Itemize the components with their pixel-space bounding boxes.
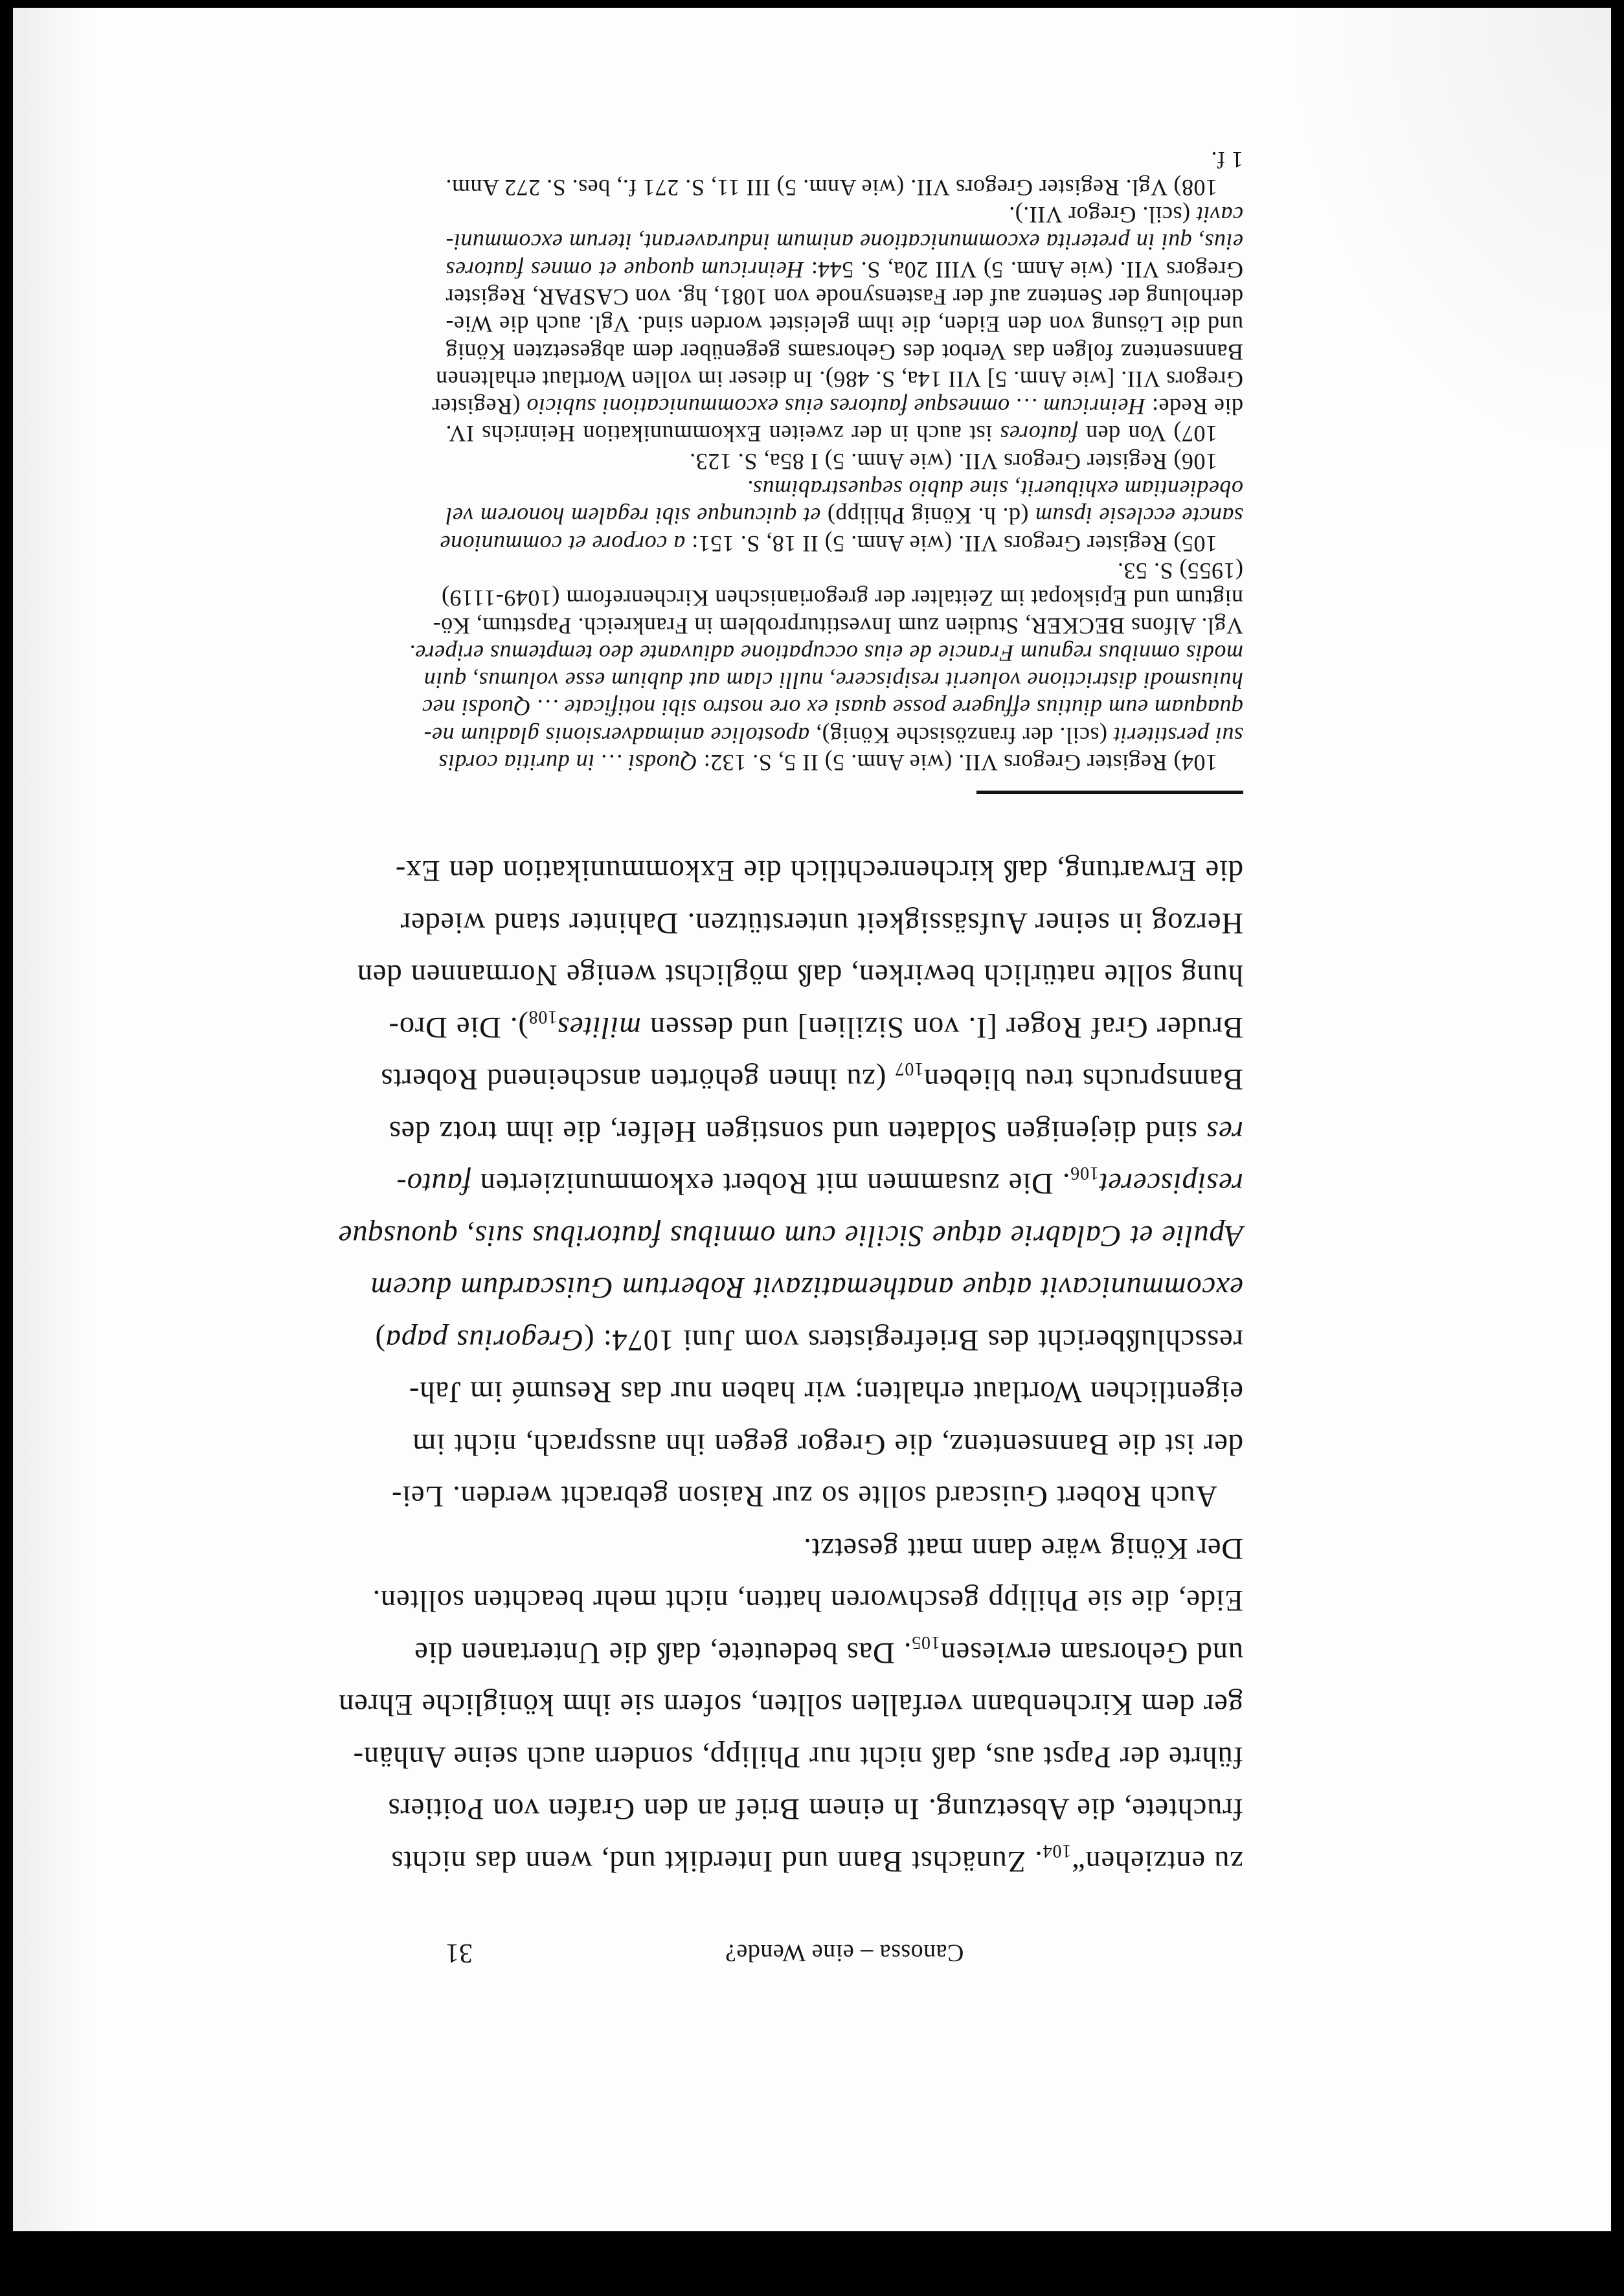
footnote-line bbox=[445, 338, 1243, 365]
latin-quotation: milites bbox=[557, 1011, 641, 1044]
text-run: 107) Von den bbox=[1077, 421, 1217, 447]
footnote-reference: 104 bbox=[1042, 1841, 1072, 1861]
latin-quotation: Quodsi … in duritia cordis bbox=[438, 750, 697, 776]
text-run: sind diejenigen Soldaten und sonstigen Helfer, die ihm trotz des bbox=[389, 1115, 1206, 1148]
text-run: Bannsentenz folgen das Verbot des Gehorsams gegenüber dem abgesetzten König bbox=[445, 339, 1243, 365]
body-line bbox=[414, 1626, 1243, 1679]
footnote-reference: 106 bbox=[1070, 1163, 1099, 1184]
text-run: (zu ihnen gehörten anscheinend Roberts bbox=[380, 1063, 895, 1096]
text-run: Gregors VII. [wie Anm. 5] VII 14a, S. 486). In dieser im vollen Wortlaut erhaltenen bbox=[435, 366, 1243, 392]
footnote-line bbox=[422, 694, 1243, 721]
text-run: hung sollte natürlich bewirken, daß möglichst wenige Normannen den bbox=[357, 958, 1243, 992]
text-run: zu entziehen“ bbox=[1071, 1845, 1243, 1878]
latin-quotation: eius, qui in preterita excommunicatione animum induraverant, iterum excommuni- bbox=[445, 229, 1243, 256]
text-run: Gregors VII. (wie Anm. 5) VIII 20a, S. 544: bbox=[804, 256, 1243, 283]
body-line bbox=[387, 1783, 1243, 1835]
text-run: und die Lösung von den Eiden, die ihm geleistet worden sind. Vgl. auch die Wie- bbox=[445, 311, 1243, 338]
text-run: 108) Vgl. Register Gregors VII. (wie Anm. 5) III 11, S. 271 f., bes. S. 272 Anm. bbox=[445, 174, 1217, 201]
latin-quotation: sui perstiterit bbox=[1113, 722, 1243, 748]
footnote-line bbox=[445, 201, 1243, 229]
body-line bbox=[338, 1678, 1243, 1731]
body-line bbox=[372, 1574, 1243, 1626]
text-block bbox=[338, 146, 1243, 1972]
text-run: 105) Register Gregors VII. (wie Anm. 5) II 18, S. 151: bbox=[685, 530, 1217, 557]
text-run: (scil. Gregor VII.). bbox=[1008, 202, 1197, 229]
text-run: nigtum und Episkopat im Zeitalter der gregorianischen Kirchenreform (1049-1119) bbox=[441, 585, 1243, 612]
footnote-line bbox=[445, 557, 1243, 585]
latin-quotation: cavit bbox=[1196, 202, 1243, 229]
latin-quotation: Heinricum … omnesque fautores eius excommunicationi subicio bbox=[526, 394, 1146, 420]
body-line bbox=[338, 1210, 1243, 1262]
footnote-line bbox=[423, 667, 1243, 694]
latin-quotation: obedientiam exhibuerit, sine dubio sequestrabimus. bbox=[747, 476, 1243, 502]
text-run: Eide, die sie Philipp geschworen hatten, nicht mehr beachten sollten. bbox=[372, 1584, 1243, 1617]
footnote-line bbox=[433, 612, 1243, 639]
latin-quotation: Gregorius papa bbox=[385, 1323, 584, 1356]
footnote-line bbox=[445, 174, 1243, 201]
footnote-line bbox=[445, 311, 1243, 338]
latin-quotation: apostolice animadversionis gladium ne- bbox=[423, 722, 810, 748]
footnote-line bbox=[432, 393, 1243, 420]
body-line bbox=[352, 1731, 1243, 1783]
body-line bbox=[388, 1001, 1243, 1053]
footnote-line bbox=[445, 475, 1243, 502]
body-line bbox=[390, 1835, 1243, 1887]
text-run: Vgl. Alfons BECKER, Studien zum Investiturproblem in Frankreich. Papsttum, Kö- bbox=[433, 613, 1243, 639]
text-run: . Das bedeutete, daß die Untertanen die bbox=[414, 1636, 912, 1669]
text-run: (Register bbox=[432, 394, 527, 420]
body-line bbox=[357, 949, 1243, 1001]
latin-quotation: Apulie et Calabrie atque Sicilie cum omnibus fautoribus suis, quousque bbox=[338, 1219, 1243, 1252]
running-head bbox=[445, 1933, 1243, 1972]
latin-quotation: quaquam eum diutius effugere posse quasi ex ore nostro sibi notificate … Quodsi nec bbox=[422, 695, 1243, 721]
latin-quotation: et quicunque sibi regalem honorem vel bbox=[445, 503, 821, 530]
body-line bbox=[396, 1157, 1243, 1210]
text-run: ) bbox=[374, 1323, 385, 1356]
text-run: Auch Robert Guiscard sollte so zur Raison gebracht werden. Lei- bbox=[391, 1480, 1217, 1513]
text-run: eigentlichen Wortlaut erhalten; wir haben nur das Resumé im Jah- bbox=[409, 1375, 1243, 1409]
latin-quotation: huiusmodi districtione voluerit resipiscere, nulli clam aut dubium esse volumus, quin bbox=[423, 668, 1243, 694]
body-line bbox=[374, 1314, 1243, 1366]
text-run: resschlußbericht des Briefregisters vom Juni 1074: ( bbox=[583, 1323, 1243, 1356]
text-run: der ist die Bannsentenz, die Gregor gegen ihn aussprach, nicht im bbox=[412, 1428, 1243, 1461]
body-line bbox=[409, 1366, 1243, 1418]
main-text bbox=[338, 844, 1243, 1887]
body-line bbox=[395, 844, 1243, 897]
latin-quotation: excommunicavit atque anathematizavit Robertum Guiscardum ducem bbox=[370, 1271, 1243, 1305]
text-run: die Erwartung, daß kirchenrechtlich die Exkommunikation den Ex- bbox=[395, 854, 1243, 888]
footnote-line bbox=[438, 749, 1243, 776]
footnote-reference: 107 bbox=[894, 1059, 924, 1079]
text-run: ger dem Kirchenbann verfallen sollten, sofern sie ihm königliche Ehren bbox=[338, 1688, 1243, 1722]
footnote-line bbox=[445, 229, 1243, 256]
latin-quotation: fautores bbox=[1000, 421, 1078, 447]
footnote-line bbox=[423, 721, 1243, 748]
text-run: Bruder Graf Roger [I. von Sizilien] und dessen bbox=[640, 1011, 1243, 1044]
text-run: (d. h. König Philipp) bbox=[820, 503, 1035, 530]
text-run: derholung der Sentenz auf der Fastensynode von 1081, hg. von CASPAR, Register bbox=[445, 284, 1243, 310]
body-line bbox=[380, 1053, 1243, 1105]
footnote-line bbox=[445, 420, 1243, 447]
text-run: 106) Register Gregors VII. (wie Anm. 5) I 85a, S. 123. bbox=[689, 448, 1217, 475]
footnotes bbox=[409, 146, 1243, 776]
footnote-line bbox=[445, 502, 1243, 530]
footnote-line bbox=[435, 366, 1243, 393]
footnote-separator-rule bbox=[976, 791, 1243, 794]
latin-quotation: sancte ecclesie ipsum bbox=[1035, 503, 1243, 530]
footnote-line bbox=[445, 146, 1243, 174]
text-run: fruchtete, die Absetzung. In einem Brief an den Grafen von Poitiers bbox=[387, 1792, 1243, 1826]
text-run: (scil. der französische König), bbox=[809, 722, 1114, 748]
latin-quotation: Heinricum quoque et omnes fautores bbox=[445, 256, 804, 283]
footnote-line bbox=[440, 530, 1243, 557]
body-line bbox=[400, 897, 1243, 949]
text-run: und Gehorsam erwiesen bbox=[940, 1636, 1243, 1669]
text-run: 104) Register Gregors VII. (wie Anm. 5) II 5, S. 132: bbox=[697, 750, 1217, 776]
footnote-line bbox=[445, 284, 1243, 311]
latin-quotation: modis omnibus regnum Francie de eius occupatione adiuvante deo temptemus eripere. bbox=[409, 640, 1243, 666]
footnote-line bbox=[445, 447, 1243, 475]
page-number: 31 bbox=[445, 1938, 473, 1968]
text-run: ist auch in der zweiten Exkommunikation Heinrichs IV. bbox=[445, 421, 1000, 447]
text-run: (1955) S. 53. bbox=[1117, 557, 1243, 584]
body-line bbox=[370, 1261, 1243, 1314]
latin-quotation: a corpore et communione bbox=[440, 530, 686, 557]
footnote-line bbox=[409, 640, 1243, 667]
text-run: Der König wäre dann matt gesetzt. bbox=[803, 1532, 1243, 1565]
text-run: 1 f. bbox=[1211, 147, 1243, 174]
latin-quotation: fauto- bbox=[396, 1167, 471, 1200]
body-line bbox=[445, 1522, 1243, 1575]
body-line bbox=[391, 1470, 1243, 1522]
text-run: . Die zusammen mit Robert exkommunizierten bbox=[471, 1167, 1070, 1200]
footnote-line bbox=[441, 585, 1243, 612]
text-run: Bannspruchs treu blieben bbox=[923, 1063, 1243, 1096]
footnote-reference: 108 bbox=[528, 1007, 558, 1027]
text-run: . Zunächst Bann und Interdikt und, wenn das nichts bbox=[390, 1845, 1043, 1878]
text-run: führte der Papst aus, daß nicht nur Philipp, sondern auch seine Anhän- bbox=[352, 1740, 1243, 1773]
text-run: die Rede: bbox=[1145, 394, 1243, 420]
running-head-title: Canossa – eine Wende? bbox=[725, 1939, 964, 1966]
text-run: ). Die Dro- bbox=[388, 1011, 528, 1044]
body-line bbox=[412, 1418, 1243, 1470]
latin-quotation: resipisceret bbox=[1098, 1167, 1243, 1200]
body-line bbox=[389, 1105, 1243, 1158]
footnote-line bbox=[445, 256, 1243, 283]
footnote-reference: 105 bbox=[911, 1632, 940, 1652]
latin-quotation: res bbox=[1206, 1115, 1243, 1148]
text-run: Herzog in seiner Aufsässigkeit unterstützen. Dahinter stand wieder bbox=[400, 906, 1243, 940]
